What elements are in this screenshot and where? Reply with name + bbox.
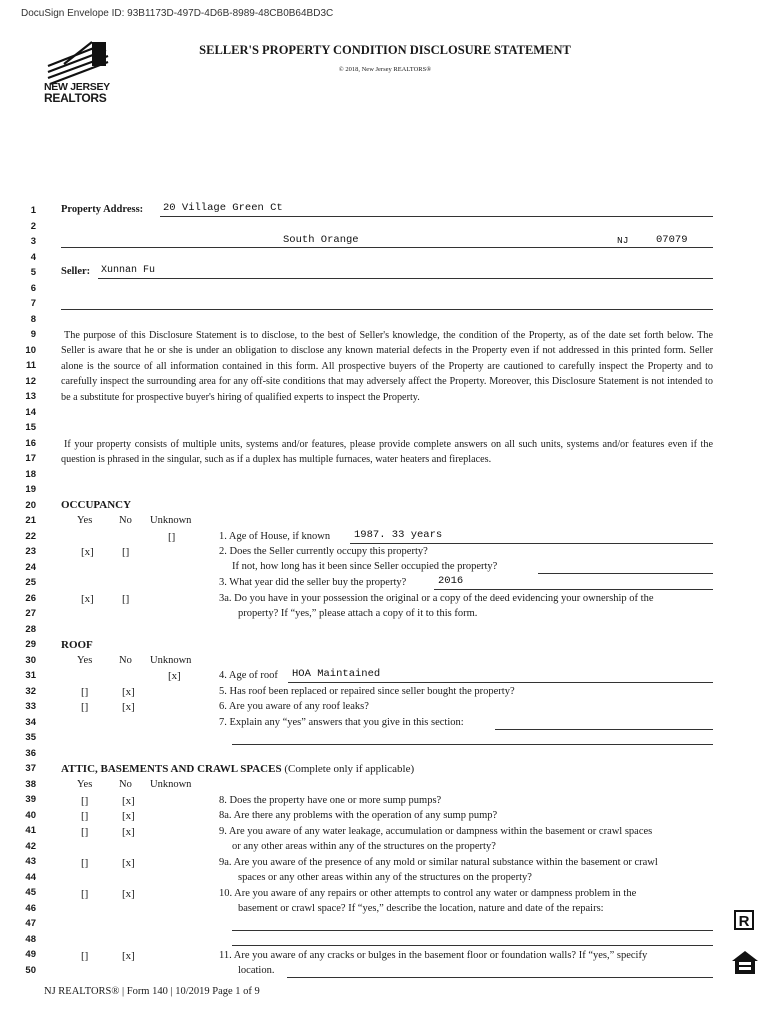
line-number: 48 bbox=[25, 934, 36, 945]
line-number: 34 bbox=[25, 717, 36, 728]
line-number: 27 bbox=[25, 608, 36, 619]
line-number: 11 bbox=[25, 360, 36, 371]
q2b-text: If not, how long has it been since Seller occupied the property? bbox=[232, 561, 498, 572]
line-number: 22 bbox=[25, 531, 36, 542]
line-number: 38 bbox=[25, 779, 36, 790]
q1-answer-line bbox=[350, 543, 713, 544]
q11-no-checkbox[interactable]: [x] bbox=[122, 950, 135, 962]
q9-no-checkbox[interactable]: [x] bbox=[122, 826, 135, 838]
line-number: 6 bbox=[30, 283, 36, 294]
line-number: 45 bbox=[25, 887, 36, 898]
svg-text:R: R bbox=[738, 913, 750, 930]
line-number: 23 bbox=[25, 546, 36, 557]
line-number: 50 bbox=[25, 965, 36, 976]
attic-heading-note: (Complete only if applicable) bbox=[284, 763, 415, 775]
q2-text: 2. Does the Seller currently occupy this property? bbox=[219, 546, 428, 557]
q8a-text: 8a. Are there any problems with the operation of any sump pump? bbox=[219, 810, 498, 821]
logo-line1: NEW JERSEY bbox=[44, 81, 110, 93]
line-number: 7 bbox=[30, 298, 36, 309]
line-number: 18 bbox=[25, 469, 36, 480]
col-unknown: Unknown bbox=[150, 779, 192, 790]
q8-yes-checkbox[interactable]: [] bbox=[81, 795, 89, 807]
line-number: 46 bbox=[25, 903, 36, 914]
document-title: SELLER'S PROPERTY CONDITION DISCLOSURE STATEMENT bbox=[199, 43, 571, 57]
property-zip-field[interactable]: 07079 bbox=[656, 234, 688, 246]
q4-answer-line bbox=[288, 682, 713, 683]
q10-text: 10. Are you aware of any repairs or other attempts to control any water or dampness problem in the bbox=[219, 888, 637, 899]
line-number: 12 bbox=[25, 376, 36, 387]
line-number: 16 bbox=[25, 438, 36, 449]
col-no: No bbox=[119, 779, 132, 790]
line-number: 19 bbox=[25, 484, 36, 495]
q8a-yes-checkbox[interactable]: [] bbox=[81, 810, 89, 822]
q8-no-checkbox[interactable]: [x] bbox=[122, 795, 135, 807]
q10-answer-line-2 bbox=[232, 945, 713, 946]
q4-answer-field[interactable]: HOA Maintained bbox=[292, 668, 381, 680]
q10-cont-text: basement or crawl space? If “yes,” describe the location, nature and date of the repairs: bbox=[238, 903, 604, 914]
col-unknown: Unknown bbox=[150, 515, 192, 526]
q10-answer-line bbox=[232, 930, 713, 931]
line-number: 31 bbox=[25, 670, 36, 681]
q9a-no-checkbox[interactable]: [x] bbox=[122, 857, 135, 869]
roof-heading: ROOF bbox=[61, 639, 93, 651]
q1-unknown-checkbox[interactable]: [] bbox=[168, 531, 176, 543]
q9-cont-text: or any other areas within any of the structures on the property? bbox=[232, 841, 496, 852]
line-number: 14 bbox=[25, 407, 36, 418]
logo-line2: REALTORS bbox=[44, 91, 107, 105]
page-footer: NJ REALTORS® | Form 140 | 10/2019 Page 1 of 9 bbox=[44, 986, 260, 997]
line-number: 29 bbox=[25, 639, 36, 650]
q2-no-checkbox[interactable]: [] bbox=[122, 546, 130, 558]
property-city-field[interactable]: South Orange bbox=[283, 234, 359, 246]
q11-text: 11. Are you aware of any cracks or bulges in the basement floor or foundation walls? If “yes,” specify bbox=[219, 950, 648, 961]
q1-text: 1. Age of House, if known bbox=[219, 531, 331, 542]
q9a-cont-text: spaces or any other areas within any of the structures on the property? bbox=[238, 872, 532, 883]
q9-text: 9. Are you aware of any water leakage, accumulation or dampness within the basement or crawl spaces bbox=[219, 826, 653, 837]
line-number: 44 bbox=[25, 872, 36, 883]
line-number: 39 bbox=[25, 794, 36, 805]
occupancy-heading: OCCUPANCY bbox=[61, 499, 132, 511]
realtor-r-icon bbox=[733, 909, 755, 931]
line-number: 41 bbox=[25, 825, 36, 836]
q3a-no-checkbox[interactable]: [] bbox=[122, 593, 130, 605]
line-number: 47 bbox=[25, 918, 36, 929]
q11-cont-text: location. bbox=[238, 965, 275, 976]
line-number: 3 bbox=[30, 236, 36, 247]
q3-text: 3. What year did the seller buy the property? bbox=[219, 577, 407, 588]
q9a-text: 9a. Are you aware of the presence of any mold or similar natural substance within the basement or crawl bbox=[219, 857, 658, 868]
seller-name-field[interactable]: Xunnan Fu bbox=[101, 265, 156, 276]
q8-text: 8. Does the property have one or more sump pumps? bbox=[219, 795, 442, 806]
q11-answer-line bbox=[287, 977, 713, 978]
line-number: 1 bbox=[30, 205, 36, 216]
address-line-2 bbox=[61, 247, 713, 248]
col-yes: Yes bbox=[77, 779, 93, 790]
line-number: 5 bbox=[30, 267, 36, 278]
q3-answer-field[interactable]: 2016 bbox=[438, 575, 464, 587]
equal-housing-icon bbox=[731, 950, 759, 976]
line-number: 37 bbox=[25, 763, 36, 774]
line-number: 35 bbox=[25, 732, 36, 743]
q7-answer-line-2 bbox=[232, 744, 713, 745]
q7-answer-line bbox=[495, 729, 713, 730]
line-number: 42 bbox=[25, 841, 36, 852]
seller-label: Seller: bbox=[61, 266, 91, 277]
line-number: 33 bbox=[25, 701, 36, 712]
q4-unknown-checkbox[interactable]: [x] bbox=[168, 670, 181, 682]
line-number: 25 bbox=[25, 577, 36, 588]
q11-yes-checkbox[interactable]: [] bbox=[81, 950, 89, 962]
copyright: © 2018, New Jersey REALTORS® bbox=[338, 66, 432, 73]
col-no: No bbox=[119, 655, 132, 666]
q10-no-checkbox[interactable]: [x] bbox=[122, 888, 135, 900]
line-number: 28 bbox=[25, 624, 36, 635]
q3-answer-line bbox=[434, 589, 713, 590]
q9a-yes-checkbox[interactable]: [] bbox=[81, 857, 89, 869]
line-number: 26 bbox=[25, 593, 36, 604]
q6-yes-checkbox[interactable]: [] bbox=[81, 701, 89, 713]
line-number: 32 bbox=[25, 686, 36, 697]
line-number: 40 bbox=[25, 810, 36, 821]
line-number: 4 bbox=[30, 252, 36, 263]
property-street-field[interactable]: 20 Village Green Ct bbox=[163, 202, 283, 214]
line-number: 15 bbox=[25, 422, 36, 433]
q3a-text: 3a. Do you have in your possession the original or a copy of the deed evidencing your ownership of the bbox=[219, 593, 654, 604]
line-number: 8 bbox=[30, 314, 36, 325]
q6-text: 6. Are you aware of any roof leaks? bbox=[219, 701, 369, 712]
q3a-cont-text: property? If “yes,” please attach a copy of it to this form. bbox=[238, 608, 478, 619]
q5-yes-checkbox[interactable]: [] bbox=[81, 686, 89, 698]
line-number: 43 bbox=[25, 856, 36, 867]
col-yes: Yes bbox=[77, 515, 93, 526]
seller-line bbox=[98, 278, 713, 279]
line-number: 2 bbox=[30, 221, 36, 232]
line-number: 49 bbox=[25, 949, 36, 960]
q2b-answer-line bbox=[538, 573, 713, 574]
q8a-no-checkbox[interactable]: [x] bbox=[122, 810, 135, 822]
q4-text: 4. Age of roof bbox=[219, 670, 278, 681]
q10-yes-checkbox[interactable]: [] bbox=[81, 888, 89, 900]
line-number: 21 bbox=[25, 515, 36, 526]
seller-line-2 bbox=[61, 309, 713, 310]
line-number: 17 bbox=[25, 453, 36, 464]
q5-no-checkbox[interactable]: [x] bbox=[122, 686, 135, 698]
q9-yes-checkbox[interactable]: [] bbox=[81, 826, 89, 838]
property-address-line bbox=[160, 216, 713, 217]
attic-heading-row bbox=[61, 763, 414, 775]
line-number: 36 bbox=[25, 748, 36, 759]
col-yes: Yes bbox=[77, 655, 93, 666]
q5-text: 5. Has roof been replaced or repaired since seller bought the property? bbox=[219, 686, 515, 697]
line-number: 10 bbox=[25, 345, 36, 356]
property-state-field[interactable]: NJ bbox=[617, 235, 629, 246]
docusign-envelope-id: DocuSign Envelope ID: 93B1173D-497D-4D6B-8989-48CB0B64BD3C bbox=[21, 8, 334, 19]
col-unknown: Unknown bbox=[150, 655, 192, 666]
q3a-yes-checkbox[interactable]: [x] bbox=[81, 593, 94, 605]
col-no: No bbox=[119, 515, 132, 526]
property-address-label: Property Address: bbox=[61, 204, 144, 215]
q2-yes-checkbox[interactable]: [x] bbox=[81, 546, 94, 558]
line-number: 20 bbox=[25, 500, 36, 511]
intro-paragraph-2: If your property consists of multiple units, systems and/or features, please provide complete answers on all such units, systems and/or features even if the question is phrased in the singular, such as if a duplex has multiple furnaces, water heaters and fireplaces. bbox=[61, 439, 713, 466]
intro-paragraph-1: The purpose of this Disclosure Statement is to disclose, to the best of Seller's knowledge, the condition of the Property, as of the date set forth below. The Seller is aware that he or she is under an obligation to disclose any known material defects in the Property even if not addressed in this printed form. Seller alone is the source of all information contained in this form. All prospective buyers of the Property are cautioned to carefully inspect the Property and to carefully inspect the surrounding area for any off-site conditions that may adversely affect the Property. Moreover, this Disclosure Statement is not intended to be a substitute for prospective buyer's hiring of qualified experts to inspect the Property. bbox=[61, 330, 713, 403]
q7-text: 7. Explain any “yes” answers that you give in this section: bbox=[219, 717, 464, 728]
line-number: 13 bbox=[25, 391, 36, 402]
line-number: 30 bbox=[25, 655, 36, 666]
attic-heading: ATTIC, BASEMENTS AND CRAWL SPACES bbox=[61, 763, 282, 775]
q6-no-checkbox[interactable]: [x] bbox=[122, 701, 135, 713]
logo-text bbox=[44, 82, 110, 104]
line-number: 24 bbox=[25, 562, 36, 573]
q1-answer-field[interactable]: 1987. 33 years bbox=[354, 529, 443, 541]
line-number: 9 bbox=[30, 329, 36, 340]
